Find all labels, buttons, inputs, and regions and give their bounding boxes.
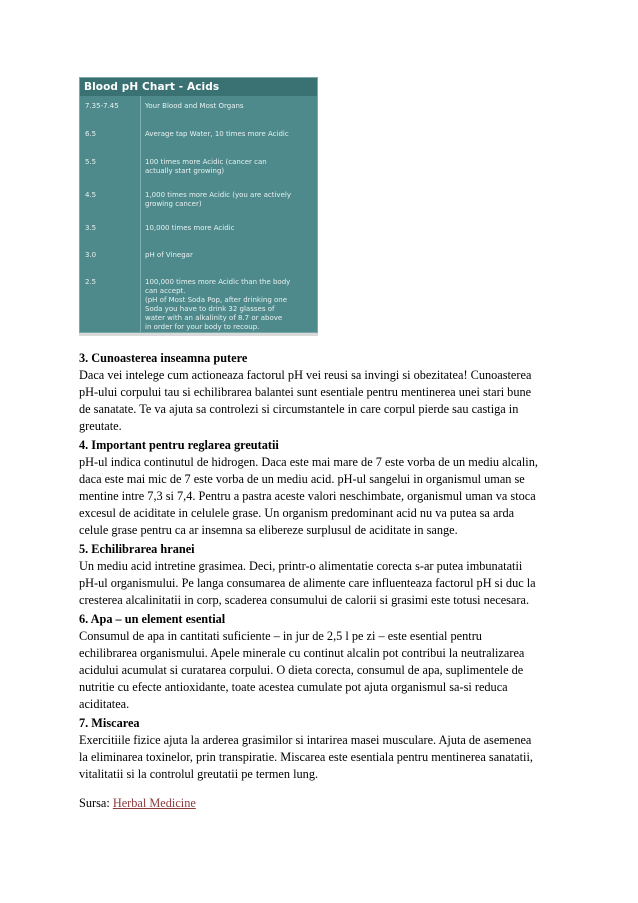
chart-ph-value: 6.5 [85,130,97,138]
chart-column-divider [140,96,141,332]
chart-description [145,278,313,332]
body-line: aciditatea. [79,697,130,711]
chart-ph-value: 3.0 [85,251,97,259]
chart-description-line: actually start growing) [145,167,225,175]
section-body [79,367,564,435]
chart-description-line: 1,000 times more Acidic (you are actively [145,191,291,199]
chart-description-line: growing cancer) [145,200,202,208]
body-line: greutate. [79,419,122,433]
chart-shadow [79,333,318,336]
body-line: daca este mai mic de 7 este vorba de un mediu acid. pH-ul sangelui in organismul uman se [79,472,525,486]
chart-description-line: Your Blood and Most Organs [145,102,244,110]
body-line: celule grase pentru ca ar insemna sa elibereze surplusul de aciditate in sange. [79,523,458,537]
section-heading: 4. Important pentru reglarea greutatii [79,438,279,452]
chart-description-line: Soda you have to drink 32 glasses of [145,305,275,313]
section-heading: 6. Apa – un element esential [79,612,226,626]
source-line [79,795,564,812]
body-line: acidului acumulat si curatarea corpului. O dieta corecta, consumul de apa, suplimentele de [79,663,524,677]
section-body [79,558,564,609]
body-line: la eliminarea toxinelor, prin transpiratie. Miscarea este esentiala pentru mentinerea sanatatii, [79,750,533,764]
chart-description [145,224,313,233]
chart-ph-value: 2.5 [85,278,97,286]
body-line: cresterea alcalinitatii in corp, scaderea consumului de calorii si grasimi este totusi necesara. [79,593,530,607]
chart-title: Blood pH Chart - Acids [80,78,317,96]
chart-description-line: 100,000 times more Acidic than the body [145,278,291,286]
body-line: excesul de aciditate in celulele grase. Un organism predominant acid nu va putea sa arda [79,506,515,520]
body-line: vitalitatii si la controlul greutatii pe termen lung. [79,767,319,781]
chart-description-line: pH of Vinegar [145,251,193,259]
chart-ph-value: 5.5 [85,158,97,166]
chart-ph-value: 3.5 [85,224,97,232]
chart-description-line: in order for your body to recoup. [145,323,260,331]
source-prefix: Sursa: [79,796,113,810]
body-line: pH-ul organismului. Pe langa consumarea de alimente care influenteaza factorul pH si duc la [79,576,536,590]
section-body [79,628,564,713]
body-line: Exercitiile fizice ajuta la arderea grasimilor si intarirea masei musculare. Ajuta de asemenea [79,733,532,747]
chart-description [145,158,313,176]
blood-ph-chart-image [79,77,318,333]
chart-description-line: (pH of Most Soda Pop, after drinking one [145,296,288,304]
body-line: mentine intre 7,3 si 7,4. Pentru a pastra aceste valori neschimbate, organismul uman va stoca [79,489,536,503]
section-body [79,454,564,539]
section-heading: 5. Echilibrarea hranei [79,542,195,556]
body-line: nutritie cu efecte antioxidante, toate acestea cumulate pot ajuta organismul sa-si reduca [79,680,508,694]
body-line: echilibrarea organismului. Apele minerale cu continut alcalin pot contribui la neutralizarea [79,646,525,660]
chart-description [145,102,313,111]
section-4 [79,437,564,539]
section-body [79,732,564,783]
chart-description [145,251,313,260]
chart-description-line: 10,000 times more Acidic [145,224,235,232]
chart-description-line: can accept. [145,287,186,295]
section-6 [79,611,564,713]
section-heading: 7. Miscarea [79,716,140,730]
body-line: Daca vei intelege cum actioneaza factorul pH vei reusi sa invingi si obezitatea! Cunoasterea [79,368,532,382]
chart-description-line: 100 times more Acidic (cancer can [145,158,267,166]
section-7 [79,715,564,783]
body-line: pH-ului corpului tau si echilibrarea balantei sunt esentiale pentru mentinerea unei stari bune [79,385,532,399]
section-5 [79,541,564,609]
chart-ph-value: 4.5 [85,191,97,199]
section-heading: 3. Cunoasterea inseamna putere [79,351,248,365]
chart-description-line: water with an alkalinity of 8.7 or above [145,314,283,322]
body-line: Un mediu acid intretine grasimea. Deci, printr-o alimentatie corecta s-ar putea imbunatatii [79,559,523,573]
body-line: Consumul de apa in cantitati suficiente – in jur de 2,5 l pe zi – este esential pentru [79,629,482,643]
body-line: de sanatate. Te va ajuta sa controlezi si circumstantele in care corpul pierde sau castiga in [79,402,519,416]
source-link[interactable]: Herbal Medicine [112,796,196,810]
chart-description [145,191,313,209]
chart-description-line: Average tap Water, 10 times more Acidic [145,130,289,138]
chart-ph-value: 7.35-7.45 [85,102,119,110]
body-line: pH-ul indica continutul de hidrogen. Daca este mai mare de 7 este vorba de un mediu alcalin, [79,455,538,469]
chart-description [145,130,313,139]
section-3 [79,350,564,435]
